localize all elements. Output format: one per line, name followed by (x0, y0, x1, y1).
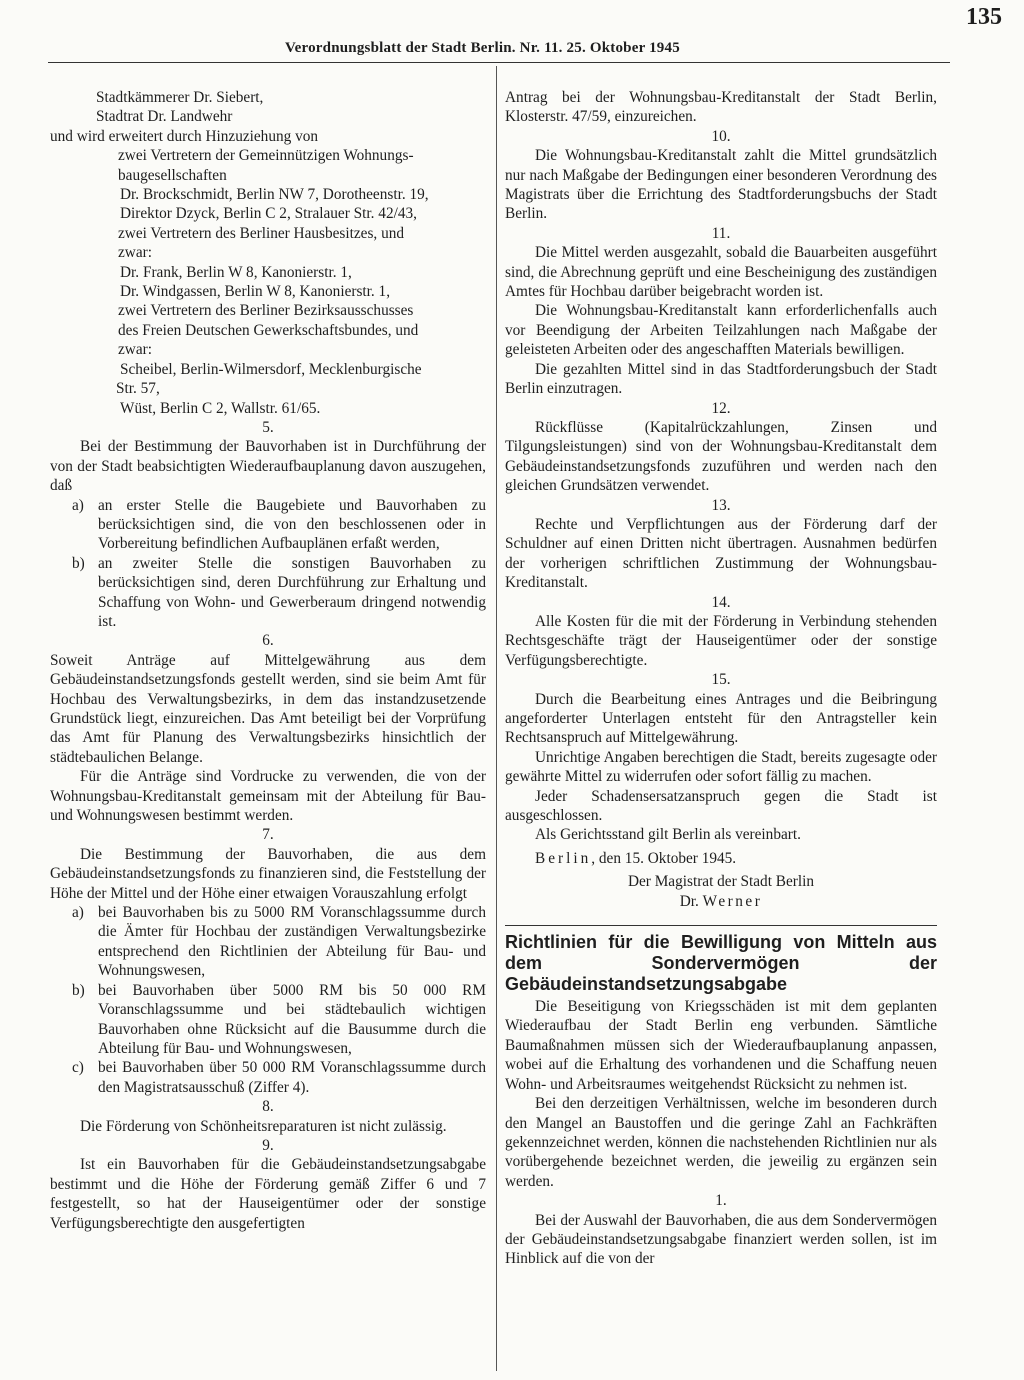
paragraph: Bei der Bestimmung der Bauvorhaben ist in Durchführung der von der Stadt beabsichtigten Wiederaufbauplanung davon auszugehen, daß (50, 438, 486, 495)
section-number: 15. (711, 671, 731, 689)
list-item (50, 981, 486, 1059)
list-item (50, 496, 486, 554)
paragraph: Die Mittel werden ausgezahlt, sobald die Bauarbeiten ausgeführt sind, die Abrechnung geprüft und eine Bescheinigung des zuständigen Amtes für Hochbau darüber beigebracht worden ist. (505, 244, 937, 301)
section-number: 12. (711, 399, 731, 417)
rep-line: zwei Vertretern des Berliner Hausbesitzes, und (118, 224, 405, 242)
list-item (50, 554, 486, 632)
section-number: 10. (711, 127, 731, 145)
signature-surname: Werner (702, 892, 763, 910)
rep-name: Str. 57, (116, 380, 160, 398)
list-text: bei Bauvorhaben über 5000 RM bis 50 000 RM Voranschlagssumme und bei städtebaulich wichtigen Bauvorhaben ohne Rücksicht auf die Bausumme durch die Abteilung für Bau- und Wohnungswesen, (98, 981, 486, 1057)
rep-line: baugesellschaften (118, 166, 227, 184)
paragraph: Die Förderung von Schönheitsreparaturen ist nicht zulässig. (80, 1117, 447, 1135)
list-label: c) (72, 1059, 84, 1077)
paragraph: Die Bestimmung der Bauvorhaben, die aus dem Gebäudeinstandsetzungsfonds zu finanzieren sind, die Feststellung der Höhe der Mittel und der Höhe einer etwaigen Vorauszahlung erfolgt (50, 845, 486, 902)
list-label: b) (72, 554, 85, 572)
paragraph: Antrag bei der Wohnungsbau-Kreditanstalt der Stadt Berlin, Klosterstr. 47/59, einzureichen. (505, 89, 937, 126)
column-divider (496, 66, 497, 1371)
list-label: a) (72, 904, 84, 922)
paragraph: Soweit Anträge auf Mittelgewährung aus dem Gebäudeinstandsetzungsfonds gestellt werden, sind sie beim Amt für Hochbau des Verwaltungsbezirks, in dem das instandzusetzende Grundstück liegt, einzureichen. Das Amt beteiligt bei der Vorprüfung das Amt für Planung des Verwaltungsbezirks hinsichtlich der städtebaulichen Belange. (50, 651, 486, 766)
date-city: Berlin (535, 849, 592, 867)
paragraph: Als Gerichtsstand gilt Berlin als vereinbart. (535, 826, 801, 844)
signature-org: Der Magistrat der Stadt Berlin (627, 873, 815, 891)
list-text: bei Bauvorhaben über 50 000 RM Voranschlagssumme durch den Magistratsausschuß (Ziffer 4). (98, 1059, 486, 1096)
list-text: an zweiter Stelle die sonstigen Bauvorhaben zu berücksichtigen sind, deren Durchführung zur Erhaltung und Schaffung von Wohn- und Gewerberaum dringend notwendig ist. (98, 554, 486, 630)
running-header: Verordnungsblatt der Stadt Berlin. Nr. 11. 25. Oktober 1945 (285, 40, 680, 56)
list-label: a) (72, 496, 84, 514)
member-line: Stadtkämmerer Dr. Siebert, (96, 89, 264, 106)
rep-name: Dr. Frank, Berlin W 8, Kanonierstr. 1, (120, 263, 352, 281)
extension-line: und wird erweitert durch Hinzuziehung von (50, 127, 319, 145)
paragraph: Die Beseitigung von Kriegsschäden ist mit dem geplanten Wiederaufbau der Stadt Berlin eng verbunden. Sämtliche Baumaßnahmen müssen sich der Wiederaufbauplanung anpassen, wobei auf die Erhaltung des vorhandenen und die Schaffung neuen Wohn- und Arbeitsraumes weitgehendst Rücksicht zu nehmen ist. (505, 998, 937, 1093)
left-column (50, 88, 486, 1233)
section-number: 6. (262, 632, 274, 650)
date-text: , den 15. Oktober 1945. (591, 849, 737, 867)
list-text: an erster Stelle die Baugebiete und Bauvorhaben zu berücksichtigen sind, die von den beschlossenen oder in Vorbereitung befindlichen Aufbauplänen erfaßt werden, (98, 496, 486, 553)
section-number: 7. (262, 826, 274, 844)
paragraph: Jeder Schadensersatzanspruch gegen die Stadt ist ausgeschlossen. (505, 787, 937, 825)
list-text: bei Bauvorhaben bis zu 5000 RM Voranschlagssumme durch die Ämter für Hochbau der zuständigen Verwaltungsbezirke entsprechend den Richtlinien der Abteilung für Bau- und Wohnungswesen, (98, 904, 486, 980)
guidelines-title: Richtlinien für die Bewilligung von Mitteln aus dem Sondervermögen der Gebäudeinstandsetzungsabgabe (505, 932, 937, 995)
section-number: 5. (262, 418, 274, 436)
rep-name: Wüst, Berlin C 2, Wallstr. 61/65. (120, 399, 321, 417)
rep-line: zwei Vertretern der Gemeinnützigen Wohnungs- (118, 147, 414, 165)
section-number: 8. (262, 1098, 274, 1116)
rep-line: zwar: (118, 244, 152, 262)
header-rule (48, 62, 950, 63)
rep-name: Dr. Brockschmidt, Berlin NW 7, Dorotheenstr. 19, (120, 186, 429, 204)
paragraph: Durch die Bearbeitung eines Antrages und die Beibringung angeforderter Unterlagen entsteht für den Antragsteller kein Rechtsanspruch auf Mittelgewährung. (505, 690, 937, 747)
list-item (50, 1058, 486, 1097)
paragraph: Bei den derzeitigen Verhältnissen, welche im besonderen durch den Mangel an Baustoffen und die geringe Zahl an Fachkräften gekennzeichnet werden, können die nachstehenden Richtlinien nur als vorübergehende bezeichnet werden, die jeweilig zu ergänzen sein werden. (505, 1095, 937, 1190)
section-number: 11. (711, 224, 731, 242)
list-label: b) (72, 981, 85, 999)
signature-prefix: Dr. (679, 892, 699, 910)
rep-name: Scheibel, Berlin-Wilmersdorf, Mecklenburgische (120, 360, 422, 378)
section-rule (505, 925, 937, 926)
section-number: 14. (711, 593, 731, 611)
paragraph: Rechte und Verpflichtungen aus der Förderung darf der Schuldner auf einen Dritten nicht übertragen. Ausnahmen bedürfen der vorherigen schriftlichen Zustimmung der Wohnungsbau-Kreditanstalt. (505, 515, 937, 592)
paragraph: Für die Anträge sind Vordrucke zu verwenden, die von der Wohnungsbau-Kreditanstalt gemeinsam mit der Abteilung für Bau- und Wohnungswesen bestimmt werden. (50, 768, 486, 825)
list-item (50, 903, 486, 981)
paragraph: Rückflüsse (Kapitalrückzahlungen, Zinsen und Tilgungsleistungen) sind von der Wohnungsbau-Kreditanstalt dem Gebäudeinstandsetzungsfonds zuzuführen und werden nach den gleichen Grundsätzen verwendet. (505, 418, 937, 495)
paragraph: Unrichtige Angaben berechtigen die Stadt, bereits zugesagte oder gewährte Mittel zu widerrufen oder sofort fällig zu machen. (505, 748, 937, 786)
rep-name: Direktor Dzyck, Berlin C 2, Stralauer Str. 42/43, (120, 205, 417, 223)
rep-line: des Freien Deutschen Gewerkschaftsbundes, und (118, 321, 419, 339)
rep-name: Dr. Windgassen, Berlin W 8, Kanonierstr. 1, (120, 283, 391, 301)
paragraph: Ist ein Bauvorhaben für die Gebäudeinstandsetzungsabgabe bestimmt und die Höhe der Förderung gemäß Ziffer 6 und 7 festgestellt, so hat der Hauseigentümer oder der sonstige Verfügungsberechtigte den ausgefertigten (50, 1156, 486, 1232)
paragraph: Die Wohnungsbau-Kreditanstalt zahlt die Mittel grundsätzlich nur nach Maßgabe der Bedingungen einer besonderen Verordnung des Magistrats über die Errichtung des Stadtforderungsbuchs der Stadt Berlin. (505, 147, 937, 223)
member-line: Stadtrat Dr. Landwehr (96, 108, 233, 126)
paragraph: Bei der Auswahl der Bauvorhaben, die aus dem Sondervermögen der Gebäudeinstandsetzungsabgabe finanziert werden sollen, ist im Hinblick auf die von der (505, 1211, 937, 1268)
rep-line: zwar: (118, 341, 152, 359)
paragraph: Die gezahlten Mittel sind in das Stadtforderungsbuch der Stadt Berlin einzutragen. (505, 360, 937, 398)
section-number: 1. (715, 1192, 727, 1210)
section-number: 13. (711, 496, 731, 514)
rep-line: zwei Vertretern des Berliner Bezirksausschusses (118, 302, 414, 320)
signature-name (505, 892, 937, 911)
page-number: 135 (966, 4, 1002, 30)
section-number: 9. (262, 1136, 274, 1154)
paragraph: Alle Kosten für die mit der Förderung in Verbindung stehenden Rechtsgeschäfte trägt der Hauseigentümer oder der sonstige Verfügungsberechtigte. (505, 612, 937, 669)
paragraph: Die Wohnungsbau-Kreditanstalt kann erforderlichenfalls auch vor Beendigung der Arbeiten Teilzahlungen nach Maßgabe der geleisteten Arbeiten oder des angeschafften Materials bewilligen. (505, 302, 937, 359)
right-column (505, 88, 937, 1269)
date-line (505, 849, 937, 868)
